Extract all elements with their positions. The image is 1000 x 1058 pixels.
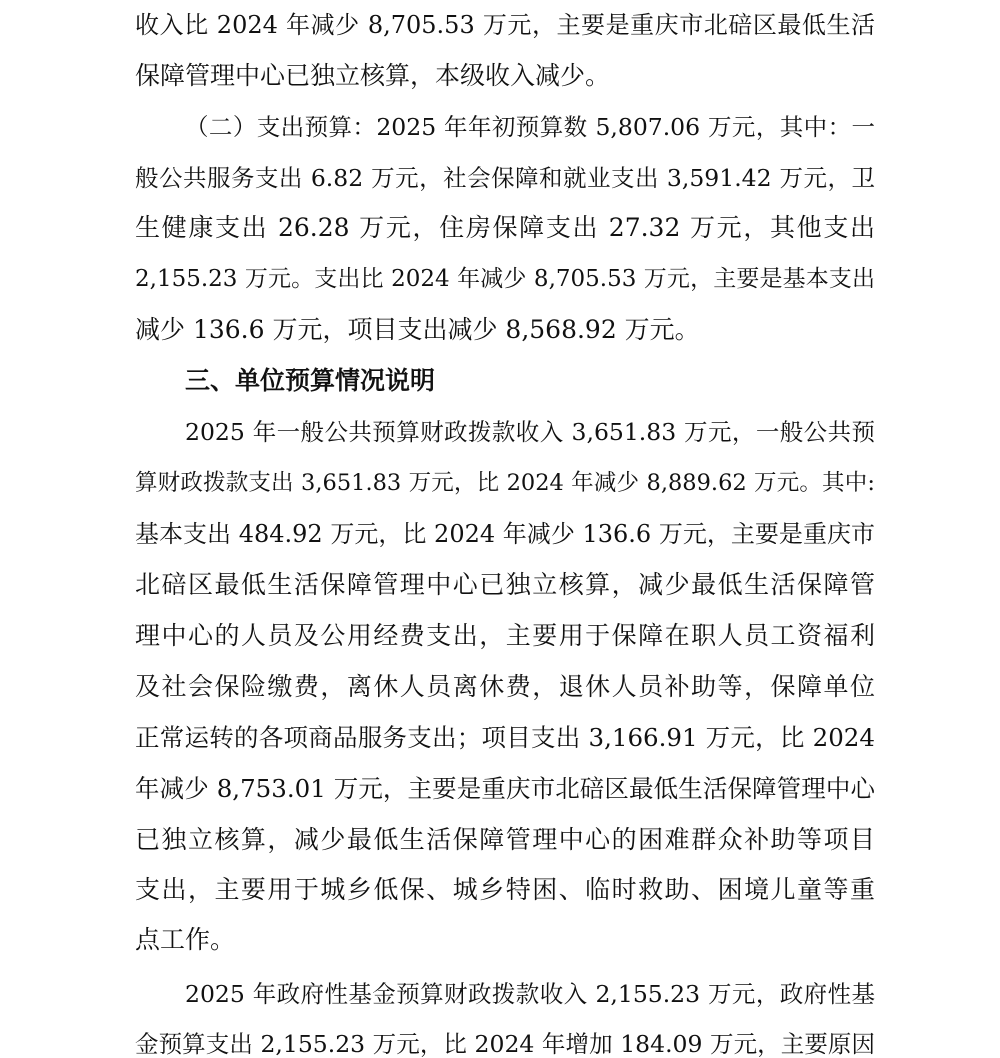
paragraph-line: 金预算支出 2,155.23 万元，比 2024 年增加 184.09 万元，主要原因 [135,1030,875,1058]
paragraph-line: 正常运转的各项商品服务支出；项目支出 3,166.91 万元，比 2024 [135,723,875,752]
paragraph-line: 算财政拨款支出 3,651.83 万元，比 2024 年减少 8,889.62 万元。其中: [135,470,875,496]
paragraph-line: 2,155.23 万元。支出比 2024 年减少 8,705.53 万元，主要是基本支出 [135,266,875,292]
paragraph-line: 基本支出 484.92 万元，比 2024 年减少 136.6 万元，主要是重庆市 [135,520,875,548]
paragraph-line: 减少 136.6 万元，项目支出减少 8,568.92 万元。 [135,315,700,344]
paragraph-line: 般公共服务支出 6.82 万元，社会保障和就业支出 3,591.42 万元，卫 [135,164,875,192]
paragraph-line: 2025 年政府性基金预算财政拨款收入 2,155.23 万元，政府性基 [185,980,875,1008]
paragraph-line: 点工作。 [135,925,236,954]
paragraph-line: 支出，主要用于城乡低保、城乡特困、临时救助、困境儿童等重 [135,875,875,904]
paragraph-line: 及社会保险缴费，离休人员离休费，退休人员补助等，保障单位 [135,672,875,701]
paragraph-line: 年减少 8,753.01 万元，主要是重庆市北碚区最低生活保障管理中心 [135,774,875,803]
paragraph-line: （二）支出预算：2025 年年初预算数 5,807.06 万元，其中：一 [185,113,875,141]
paragraph-line: 收入比 2024 年减少 8,705.53 万元，主要是重庆市北碚区最低生活 [135,11,875,39]
section-heading: 三、单位预算情况说明 [185,366,436,395]
paragraph-line: 2025 年一般公共预算财政拨款收入 3,651.83 万元，一般公共预 [185,418,875,446]
paragraph-line: 已独立核算，减少最低生活保障管理中心的困难群众补助等项目 [135,825,875,854]
paragraph-line: 北碚区最低生活保障管理中心已独立核算，减少最低生活保障管 [135,570,875,599]
paragraph-line: 保障管理中心已独立核算，本级收入减少。 [135,61,611,90]
paragraph-line: 理中心的人员及公用经费支出，主要用于保障在职人员工资福利 [135,621,875,650]
paragraph-line: 生健康支出 26.28 万元，住房保障支出 27.32 万元，其他支出 [135,213,875,242]
